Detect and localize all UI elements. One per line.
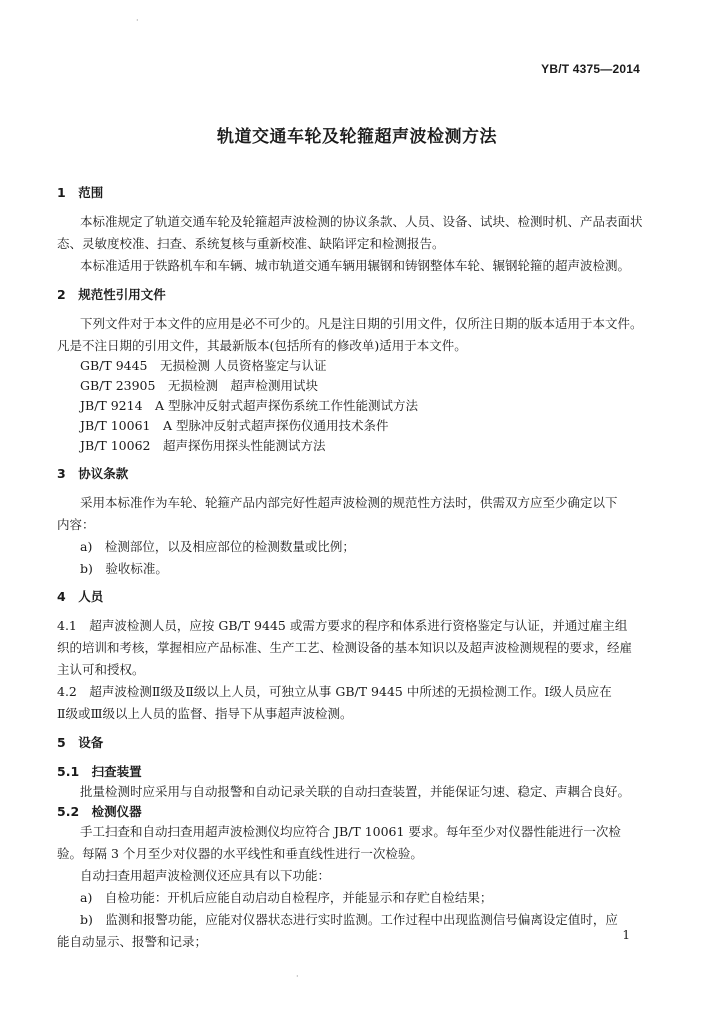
text-line: 主认可和授权。 xyxy=(57,662,145,677)
text-line: a) 自检功能：开机后应能自动启动自检程序，并能显示和存贮自检结果； xyxy=(80,890,493,905)
section-heading: 5.1 扫查装置 xyxy=(57,764,142,779)
document-title: 轨道交通车轮及轮箍超声波检测方法 xyxy=(217,127,497,147)
text-line: b) 验收标准。 xyxy=(80,561,168,576)
text-line: JB/T 10061 A 型脉冲反射式超声探伤仪通用技术条件 xyxy=(80,418,389,433)
text-line: 本标准规定了轨道交通车轮及轮箍超声波检测的协议条款、人员、设备、试块、检测时机、产品表面状 xyxy=(80,214,643,229)
text-line: 内容： xyxy=(57,517,95,532)
section-heading: 4 人员 xyxy=(57,589,104,604)
section-heading: 2 规范性引用文件 xyxy=(57,287,166,302)
text-line: JB/T 9214 A 型脉冲反射式超声探伤系统工作性能测试方法 xyxy=(80,398,419,413)
text-line: 验。每隔 3 个月至少对仪器的水平线性和垂直线性进行一次检验。 xyxy=(57,846,423,861)
text-line: 手工扫查和自动扫查用超声波检测仪均应符合 JB/T 10061 要求。每年至少对仪器性能进行一次检 xyxy=(80,824,621,839)
scan-speck: · xyxy=(136,16,139,25)
section-heading: 1 范围 xyxy=(57,185,104,200)
text-line: 凡是不注日期的引用文件，其最新版本(包括所有的修改单)适用于本文件。 xyxy=(57,338,467,353)
text-line: 4.2 超声波检测Ⅱ级及Ⅱ级以上人员，可独立从事 GB/T 9445 中所述的无损检测工作。Ⅰ级人员应在 xyxy=(57,684,612,699)
text-line: 批量检测时应采用与自动报警和自动记录关联的自动扫查装置，并能保证匀速、稳定、声耦合良好。 xyxy=(80,784,631,799)
scan-speck: · xyxy=(296,972,299,981)
text-line: GB/T 23905 无损检测 超声检测用试块 xyxy=(80,378,318,393)
text-line: Ⅱ级或Ⅲ级以上人员的监督、指导下从事超声波检测。 xyxy=(57,706,353,721)
section-heading: 3 协议条款 xyxy=(57,466,129,481)
text-line: 下列文件对于本文件的应用是必不可少的。凡是注日期的引用文件，仅所注日期的版本适用于本文件。 xyxy=(80,316,643,331)
text-line: a) 检测部位，以及相应部位的检测数量或比例； xyxy=(80,539,355,554)
text-line: JB/T 10062 超声探伤用探头性能测试方法 xyxy=(80,438,326,453)
text-line: 织的培训和考核，掌握相应产品标准、生产工艺、检测设备的基本知识以及超声波检测规程的要求，经雇 xyxy=(57,640,633,655)
text-line: 采用本标准作为车轮、轮箍产品内部完好性超声波检测的规范性方法时，供需双方应至少确定以下 xyxy=(80,495,618,510)
text-line: 本标准适用于铁路机车和车辆、城市轨道交通车辆用辗钢和铸钢整体车轮、辗钢轮箍的超声波检测。 xyxy=(80,258,631,273)
text-line: b) 监测和报警功能，应能对仪器状态进行实时监测。工作过程中出现监测信号偏离设定值时，应 xyxy=(80,912,618,927)
text-line: 能自动显示、报警和记录； xyxy=(57,934,208,949)
text-line: 4.1 超声波检测人员，应按 GB/T 9445 或需方要求的程序和体系进行资格鉴定与认证，并通过雇主组 xyxy=(57,618,628,633)
standard-code: YB/T 4375—2014 xyxy=(541,62,640,76)
page-number: 1 xyxy=(622,928,630,942)
text-line: 自动扫查用超声波检测仪还应具有以下功能： xyxy=(80,868,331,883)
text-line: GB/T 9445 无损检测 人员资格鉴定与认证 xyxy=(80,358,327,373)
section-heading: 5.2 检测仪器 xyxy=(57,804,142,819)
section-heading: 5 设备 xyxy=(57,735,104,750)
text-line: 态、灵敏度校准、扫查、系统复核与重新校准、缺陷评定和检测报告。 xyxy=(57,236,445,251)
